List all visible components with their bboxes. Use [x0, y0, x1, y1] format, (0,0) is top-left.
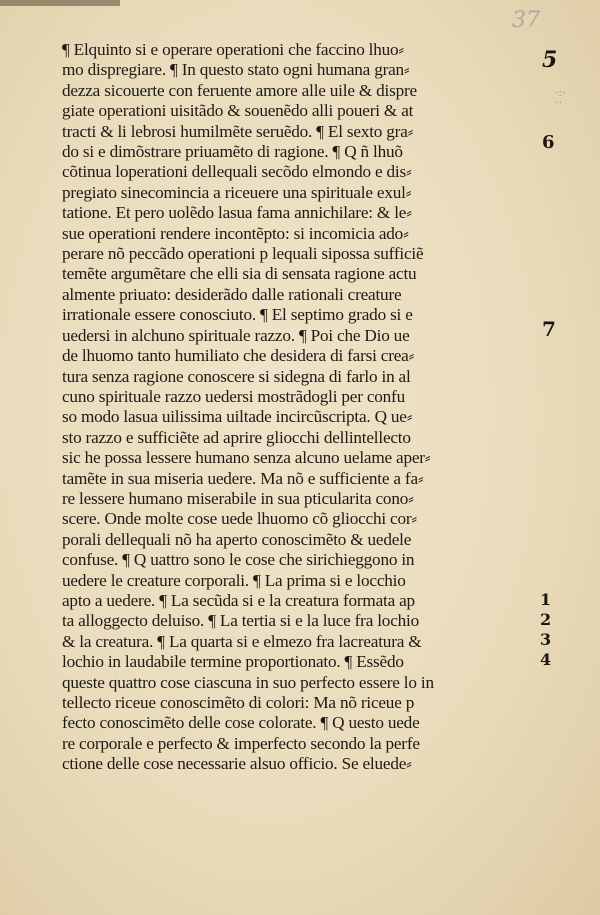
text-line: sue operationi rendere incontẽpto: si incomicia ado⸗ — [62, 223, 409, 243]
text-line: tracti & li lebrosi humilmẽte seruẽdo. ¶ El sexto gra⸗ — [62, 121, 414, 141]
margin-number: 4 — [540, 650, 552, 669]
folio-number: 37 — [512, 8, 540, 33]
text-line: so modo lasua uilissima uiltade incircũscripta. Q ue⸗ — [62, 407, 413, 427]
text-line: perare nõ peccãdo operationi p lequali sipossa sufficiẽ — [62, 244, 424, 264]
margin-number: 2 — [540, 610, 552, 629]
text-line: irrationale essere conosciuto. ¶ El septimo grado si e — [62, 305, 413, 325]
text-line: scere. Onde molte cose uede lhuomo cõ gliocchi cor⸗ — [62, 509, 417, 529]
text-line: & la creatura. ¶ La quarta si e elmezo fra lacreatura & — [62, 631, 422, 651]
text-line: cõtinua loperationi dellequali secõdo elmondo e dis⸗ — [62, 162, 412, 182]
text-line: temẽte argumẽtare che elli sia di sensata ragione actu — [62, 264, 417, 284]
text-line: mo dispregiare. ¶ In questo stato ogni humana gran⸗ — [62, 60, 410, 80]
text-line: almente priuato: desiderãdo dalle rationali creature — [62, 284, 402, 304]
text-line: ctione delle cose necessarie alsuo officio. Se eluede⸗ — [62, 754, 412, 774]
text-line: tamẽte in sua miseria uedere. Ma nõ e sufficiente a fa⸗ — [62, 468, 424, 488]
text-line: apto a uedere. ¶ La secũda si e la creatura formata ap — [62, 590, 415, 610]
text-line: tura senza ragione conoscere si sidegna di farlo in al — [62, 366, 411, 386]
text-line: tatione. Et pero uolẽdo lasua fama annichilare: & le⸗ — [62, 203, 412, 223]
text-line: confuse. ¶ Q uattro sono le cose che sirichieggono in — [62, 550, 415, 570]
text-line: de lhuomo tanto humiliato che desidera di farsi crea⸗ — [62, 346, 415, 366]
text-line: giate operationi uisitãdo & souenẽdo alli poueri & at — [62, 101, 414, 121]
margin-note-list — [540, 590, 551, 670]
text-line: dezza sicouerte con feruente amore alle uile & dispre — [62, 80, 417, 100]
margin-note-6: 6 — [542, 132, 555, 153]
text-line: ¶ Elquinto si e operare operationi che faccino lhuo⸗ — [62, 40, 404, 59]
text-line: do si e dimõstrare priuamẽto di ragione. ¶ Q ñ lhuõ — [62, 142, 403, 162]
text-line: sto razzo e sufficiẽte ad aprire gliocchi dellintellecto — [62, 427, 411, 447]
text-line: queste quattro cose ciascuna in suo perfecto essere lo in — [62, 672, 434, 692]
main-text-block — [62, 40, 530, 775]
text-line: uedere le creature corporali. ¶ La prima si e locchio — [62, 570, 406, 590]
text-line: tellecto riceue conoscimẽto di colori: Ma nõ riceue p — [62, 693, 415, 712]
text-line: uedersi in alchuno spirituale razzo. ¶ Poi che Dio ue — [62, 325, 410, 345]
margin-number: 1 — [540, 590, 552, 609]
text-line: ta alloggecto deluiso. ¶ La tertia si e la luce fra lochio — [62, 611, 419, 631]
margin-scribble: ·:· ·· — [555, 87, 566, 109]
text-line: sic he possa lessere humano senza alcuno uelame aper⸗ — [62, 448, 431, 468]
margin-number: 3 — [540, 630, 552, 649]
text-line: pregiato sinecomincia a riceuere una spirituale exul⸗ — [62, 182, 412, 202]
text-line: porali dellequali nõ ha aperto conoscimẽto & uedele — [62, 529, 412, 549]
page-edge-rule — [0, 0, 120, 6]
margin-note-5: 5 — [542, 47, 558, 73]
text-line: fecto conoscimẽto delle cose colorate. ¶ Q uesto uede — [62, 713, 420, 733]
margin-note-7: 7 — [542, 317, 556, 341]
text-line: re lessere humano miserabile in sua pticularita cono⸗ — [62, 488, 414, 508]
text-line: re corporale e perfecto & imperfecto secondo la perfe — [62, 733, 420, 753]
text-line: cuno spirituale razzo uedersi mostrãdogli per confu — [62, 386, 405, 406]
text-line: lochio in laudabile termine proportionato. ¶ Essẽdo — [62, 652, 404, 672]
